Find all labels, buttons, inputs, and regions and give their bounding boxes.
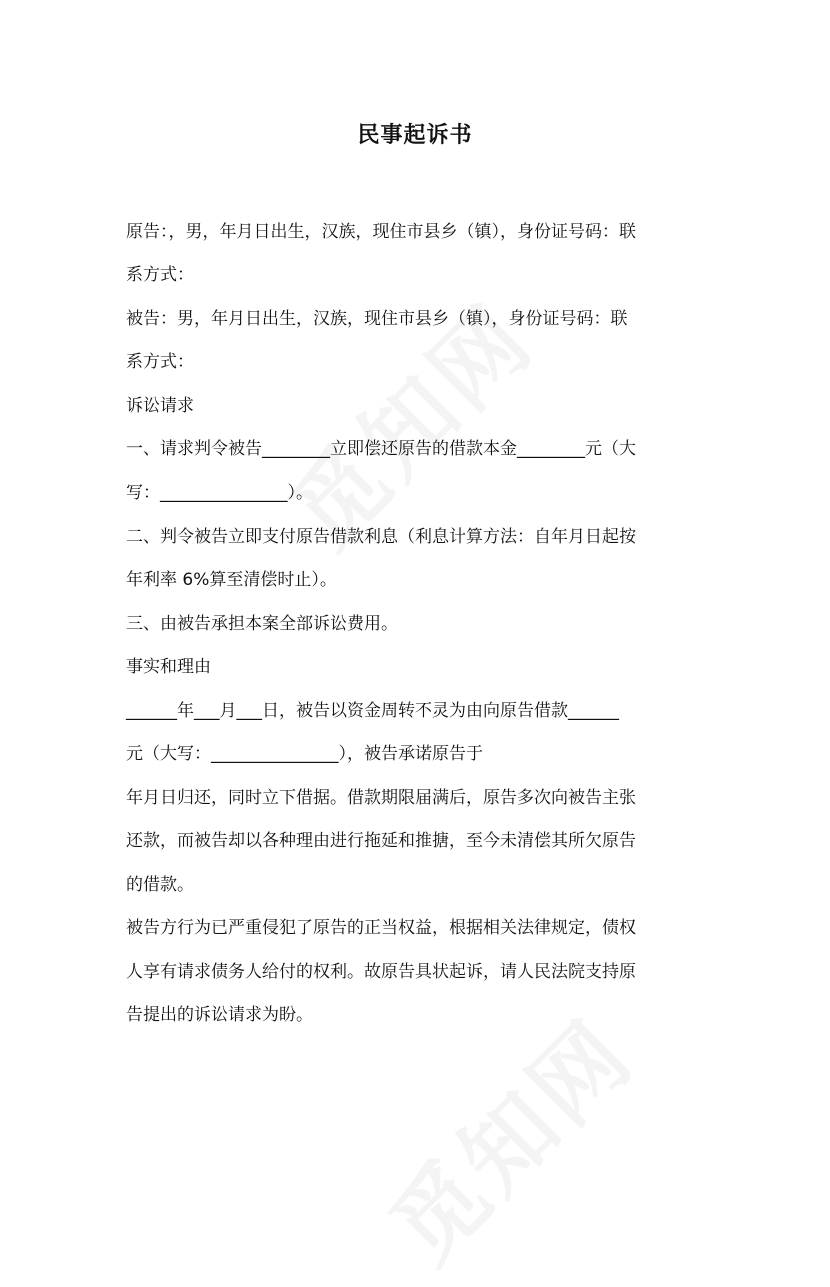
watermark xyxy=(356,985,657,1286)
claim-2-line-2: 年利率 6%算至清偿时止）。 xyxy=(126,570,337,590)
plaintiff-line-2: 系方式： xyxy=(126,265,194,285)
claim-3-line: 三、由被告承担本案全部诉讼费用。 xyxy=(126,614,398,634)
claim-2-line-1: 二、判令被告立即支付原告借款利息（利息计算方法：自年月日起按 xyxy=(126,527,636,547)
defendant-line-1: 被告：男，年月日出生，汉族，现住市县乡（镇），身份证号码：联 xyxy=(126,309,628,329)
facts-line-1: ______年___月___日，被告以资金周转不灵为由向原告借款______ xyxy=(126,701,619,721)
reason-line-3: 告提出的诉讼请求为盼。 xyxy=(126,1005,313,1025)
plaintiff-line-1: 原告：，男，年月日出生，汉族，现住市县乡（镇），身份证号码：联 xyxy=(126,222,636,242)
facts-line-3: 年月日归还，同时立下借据。借款期限届满后，原告多次向被告主张 xyxy=(126,788,636,808)
facts-line-4: 还款，而被告却以各种理由进行拖延和推搪，至今未清偿其所欠原告 xyxy=(126,831,636,851)
facts-line-5: 的借款。 xyxy=(126,875,194,895)
defendant-line-2: 系方式： xyxy=(126,352,194,372)
claim-1-line-1: 一、请求判令被告________立即偿还原告的借款本金________元（大 xyxy=(126,439,636,459)
facts-line-2: 元（大写：_______________），被告承诺原告于 xyxy=(126,744,483,764)
section-heading-claims: 诉讼请求 xyxy=(126,396,194,416)
claim-1-line-2: 写：_______________）。 xyxy=(126,483,313,503)
reason-line-1: 被告方行为已严重侵犯了原告的正当权益，根据相关法律规定，债权 xyxy=(126,918,636,938)
reason-line-2: 人享有请求债务人给付的权利。故原告具状起诉，请人民法院支持原 xyxy=(126,962,636,982)
document-title: 民事起诉书 xyxy=(357,123,473,148)
section-heading-facts: 事实和理由 xyxy=(126,657,211,677)
